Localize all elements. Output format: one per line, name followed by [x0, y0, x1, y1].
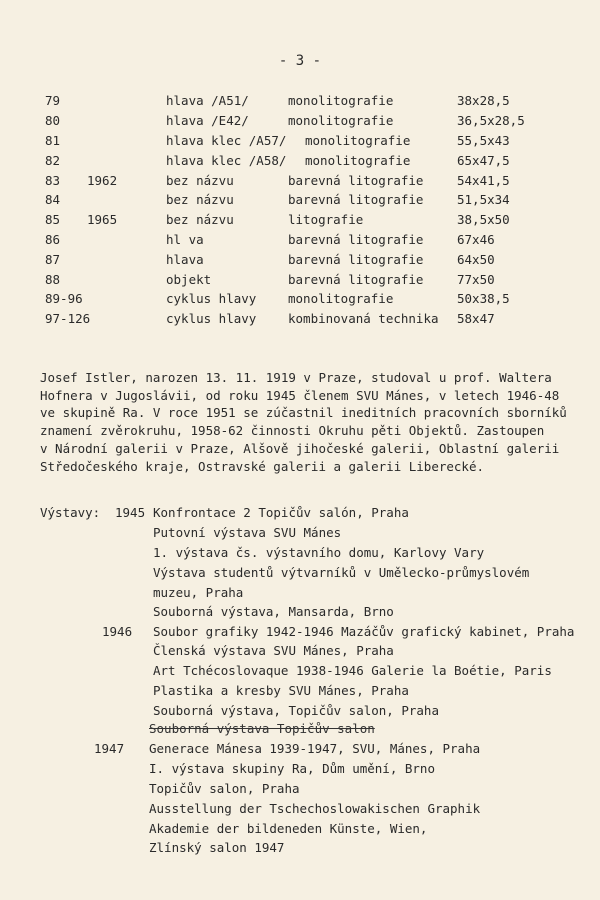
exhibition-entry: Členská výstava SVU Mánes, Praha [153, 643, 394, 658]
biography-paragraph [40, 369, 600, 475]
exhibition-entry: muzeu, Praha [153, 585, 244, 600]
exhibition-entry: Zlínský salon 1947 [149, 840, 285, 855]
exhibition-entry: Art Tchécoslovaque 1938-1946 Galerie la Boétie, Paris [153, 663, 552, 678]
work-year: 1962 [87, 173, 118, 188]
work-number: 84 [45, 192, 61, 207]
work-technique: monolitografie [288, 291, 394, 306]
list-item [0, 232, 600, 250]
work-number: 87 [45, 252, 61, 267]
exhibition-entry: Souborná výstava, Mansarda, Brno [153, 604, 394, 619]
bio-line: znamení zvěrokruhu, 1958-62 činnosti Okruhu pěti Objektů. Zastoupen [40, 423, 545, 439]
list-item [0, 113, 600, 131]
page-number: - 3 - [278, 53, 322, 69]
work-size: 38,5x50 [457, 212, 510, 227]
list-item [0, 252, 600, 270]
work-number: 83 [45, 173, 61, 188]
work-number: 79 [45, 93, 61, 108]
exhibition-entry: Souborná výstava, Topičův salon, Praha [153, 703, 439, 718]
bio-line: Středočeského kraje, Ostravské galerii a galerii Liberecké. [40, 458, 485, 474]
work-size: 51,5x34 [457, 192, 510, 207]
exhibition-entry: Plastika a kresby SVU Mánes, Praha [153, 683, 409, 698]
work-title: hl va [166, 232, 204, 247]
work-technique: monolitografie [288, 113, 394, 128]
list-item [0, 153, 600, 171]
exhibition-entry: Topičův salon, Praha [149, 781, 300, 796]
work-technique: barevná litografie [288, 192, 424, 207]
work-size: 55,5x43 [457, 133, 510, 148]
exhibition-entry: Putovní výstava SVU Mánes [153, 525, 342, 540]
work-number: 80 [45, 113, 61, 128]
exhibition-year: 1946 [102, 624, 133, 639]
work-technique: barevná litografie [288, 252, 424, 267]
list-item [0, 173, 600, 191]
work-technique: litografie [288, 212, 364, 227]
work-year: 1965 [87, 212, 118, 227]
bio-line: v Národní galerii v Praze, Alšově jihočeské galerii, Oblastní galerii [40, 440, 560, 456]
work-technique: monolitografie [288, 93, 394, 108]
exhibition-entry: Ausstellung der Tschechoslowakischen Graphik [149, 801, 481, 816]
work-technique: monolitografie [305, 153, 411, 168]
list-item [0, 311, 600, 329]
work-number: 86 [45, 232, 61, 247]
work-technique: barevná litografie [288, 232, 424, 247]
list-item [0, 133, 600, 151]
work-title: hlava klec /A58/ [166, 153, 287, 168]
work-title: hlava [166, 252, 204, 267]
work-title: hlava klec /A57/ [166, 133, 287, 148]
work-size: 64x50 [457, 252, 495, 267]
work-technique: monolitografie [305, 133, 411, 148]
work-size: 58x47 [457, 311, 495, 326]
work-size: 65x47,5 [457, 153, 510, 168]
work-number: 82 [45, 153, 61, 168]
list-item [0, 93, 600, 111]
work-number: 88 [45, 272, 61, 287]
work-title: bez názvu [166, 173, 234, 188]
work-size: 36,5x28,5 [457, 113, 525, 128]
work-title: cyklus hlavy [166, 291, 257, 306]
work-title: cyklus hlavy [166, 311, 257, 326]
work-size: 54x41,5 [457, 173, 510, 188]
list-item [0, 291, 600, 309]
exhibition-entry: Konfrontace 2 Topičův salón, Praha [153, 505, 409, 520]
work-title: bez názvu [166, 192, 234, 207]
work-number: 85 [45, 212, 61, 227]
work-technique: barevná litografie [288, 173, 424, 188]
exhibition-entry: Akademie der bildeneden Künste, Wien, [149, 821, 428, 836]
work-title: hlava /A51/ [166, 93, 249, 108]
work-title: hlava /E42/ [166, 113, 249, 128]
work-title: objekt [166, 272, 212, 287]
bio-line: ve skupině Ra. V roce 1951 se zúčastnil ineditních pracovních sborníků [40, 405, 567, 421]
work-size: 77x50 [457, 272, 495, 287]
list-item [0, 212, 600, 230]
exhibition-year: 1947 [94, 741, 125, 756]
work-number: 89-96 [45, 291, 83, 306]
exhibition-year: 1945 [115, 505, 146, 520]
exhibition-entry: Výstava studentů výtvarníků v Umělecko-průmyslovém [153, 565, 530, 580]
exhibition-entry: Generace Mánesa 1939-1947, SVU, Mánes, Praha [149, 741, 481, 756]
work-number: 81 [45, 133, 61, 148]
exhibition-entry: Soubor grafiky 1942-1946 Mazáčův grafický kabinet, Praha [153, 624, 575, 639]
struck-out-entry: Souborná výstava Topičův salon [149, 721, 375, 736]
exhibitions-label: Výstavy: [40, 505, 101, 520]
bio-line: Hofnera v Jugoslávii, od roku 1945 členem SVU Mánes, v letech 1946-48 [40, 387, 560, 403]
work-number: 97-126 [45, 311, 91, 326]
work-size: 50x38,5 [457, 291, 510, 306]
list-item [0, 272, 600, 290]
exhibition-entry: 1. výstava čs. výstavního domu, Karlovy Vary [153, 545, 485, 560]
work-technique: kombinovaná technika [288, 311, 439, 326]
work-technique: barevná litografie [288, 272, 424, 287]
work-size: 38x28,5 [457, 93, 510, 108]
bio-line: Josef Istler, narozen 13. 11. 1919 v Praze, studoval u prof. Waltera [40, 370, 552, 385]
list-item [0, 192, 600, 210]
exhibition-entry: I. výstava skupiny Ra, Dům umění, Brno [149, 761, 435, 776]
work-size: 67x46 [457, 232, 495, 247]
work-title: bez názvu [166, 212, 234, 227]
